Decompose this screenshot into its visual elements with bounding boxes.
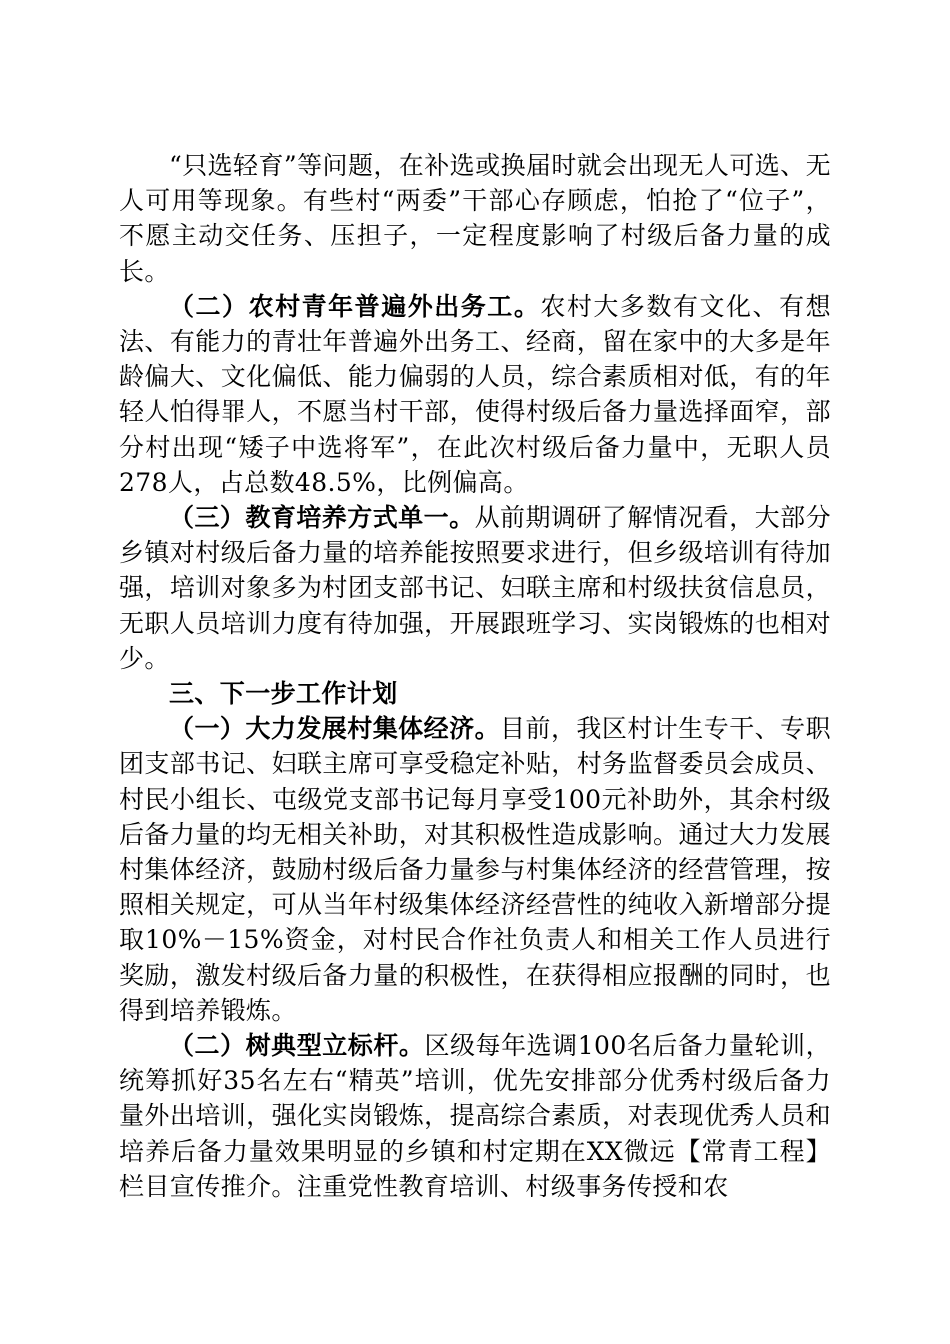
paragraph-text: “只选轻育”等问题，在补选或换届时就会出现无人可选、无人可用等现象。有些村“两委”干部心存顾虑，怕抢了“位子”，不愿主动交任务、压担子，一定程度影响了村级后备力量的成长。 <box>119 151 831 286</box>
paragraph-rural-youth <box>119 289 831 500</box>
paragraph-continuation <box>119 148 831 289</box>
paragraph-text: 农村大多数有文化、有想法、有能力的青壮年普遍外出务工、经商，留在家中的大多是年龄偏大、文化偏低、能力偏弱的人员，综合素质相对低，有的年轻人怕得罪人，不愿当村干部，使得村级后备力量选择面窄，部分村出现“矮子中选将军”，在此次村级后备力量中，无职人员278人，占总数48.5%，比例偏高。 <box>119 291 831 497</box>
paragraph-text: 区级每年选调100名后备力量轮训，统筹抓好35名左右“精英”培训，优先安排部分优秀村级后备力量外出培训，强化实岗锻炼，提高综合素质，对表现优秀人员和培养后备力量效果明显的乡镇和村定期在XX微远【常青工程】栏目宣传推介。注重党性教育培训、村级事务传授和农 <box>119 1031 831 1201</box>
section-heading <box>119 676 831 711</box>
paragraph-training-method <box>119 500 831 676</box>
paragraph-lead: （二）树典型立标杆。 <box>169 1031 425 1061</box>
paragraph-lead: （三）教育培养方式单一。 <box>169 503 475 533</box>
document-body <box>119 148 831 1204</box>
paragraph-text: 目前，我区村计生专干、专职团支部书记、妇联主席可享受稳定补贴，村务监督委员会成员、村民小组长、屯级党支部书记每月享受100元补助外，其余村级后备力量的均无相关补助，对其积极性造成影响。通过大力发展村集体经济，鼓励村级后备力量参与村集体经济的经营管理，按照相关规定，可从当年村级集体经济经营性的纯收入新增部分提取10%－15%资金，对村民合作社负责人和相关工作人员进行奖励，激发村级后备力量的积极性，在获得相应报酬的同时，也得到培养锻炼。 <box>119 714 831 1025</box>
paragraph-lead: （一）大力发展村集体经济。 <box>169 714 501 744</box>
paragraph-text: 从前期调研了解情况看，大部分乡镇对村级后备力量的培养能按照要求进行，但乡级培训有待加强，培训对象多为村团支部书记、妇联主席和村级扶贫信息员，无职人员培训力度有待加强，开展跟班学习、实岗锻炼的也相对少。 <box>119 503 831 673</box>
paragraph-lead: （二）农村青年普遍外出务工。 <box>169 291 541 321</box>
paragraph-collective-economy <box>119 711 831 1028</box>
paragraph-role-models <box>119 1028 831 1204</box>
section-heading-text: 三、下一步工作计划 <box>169 679 398 709</box>
